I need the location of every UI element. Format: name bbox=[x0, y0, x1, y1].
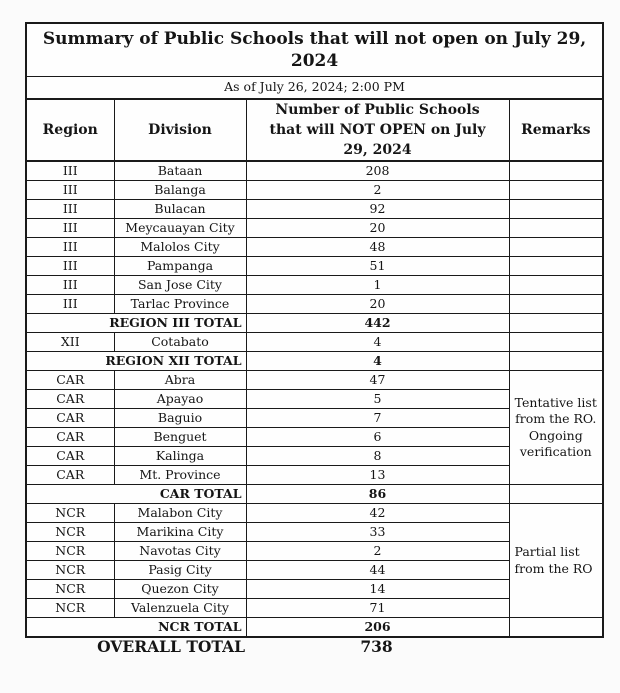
total-row-car bbox=[26, 485, 603, 504]
table-row bbox=[26, 257, 603, 276]
table-row bbox=[26, 504, 603, 523]
table-row bbox=[26, 219, 603, 238]
division-cell: Valenzuela City bbox=[114, 599, 246, 618]
count-cell: 71 bbox=[246, 599, 509, 618]
region-cell: NCR bbox=[26, 580, 114, 599]
remarks-cell bbox=[509, 295, 603, 314]
table-row bbox=[26, 333, 603, 352]
count-cell: 208 bbox=[246, 161, 509, 181]
total-value: 206 bbox=[246, 618, 509, 638]
remarks-cell bbox=[509, 238, 603, 257]
asof-timestamp: As of July 26, 2024; 2:00 PM bbox=[26, 77, 603, 100]
division-cell: Kalinga bbox=[114, 447, 246, 466]
division-cell: Quezon City bbox=[114, 580, 246, 599]
total-label: NCR TOTAL bbox=[26, 618, 246, 638]
count-cell: 92 bbox=[246, 200, 509, 219]
total-row-ncr bbox=[26, 618, 603, 638]
remarks-cell bbox=[509, 276, 603, 295]
remarks-cell bbox=[509, 352, 603, 371]
division-cell: Malolos City bbox=[114, 238, 246, 257]
table-title-line-1: Summary of Public Schools that will not open on July 29, bbox=[42, 29, 587, 49]
region-cell: NCR bbox=[26, 561, 114, 580]
table-row bbox=[26, 276, 603, 295]
division-cell: Mt. Province bbox=[114, 466, 246, 485]
region-cell: NCR bbox=[26, 542, 114, 561]
division-cell: Marikina City bbox=[114, 523, 246, 542]
region-cell: CAR bbox=[26, 447, 114, 466]
count-cell: 4 bbox=[246, 333, 509, 352]
remarks-cell bbox=[509, 485, 603, 504]
table-title bbox=[26, 23, 603, 77]
column-header-region: Region bbox=[26, 99, 114, 161]
remarks-note-car: Tentative list from the RO. Ongoing verification bbox=[509, 371, 603, 485]
total-label: CAR TOTAL bbox=[26, 485, 246, 504]
remarks-cell bbox=[509, 161, 603, 181]
region-cell: III bbox=[26, 276, 114, 295]
division-cell: Malabon City bbox=[114, 504, 246, 523]
summary-table bbox=[25, 22, 604, 638]
division-cell: Pampanga bbox=[114, 257, 246, 276]
title-row bbox=[26, 23, 603, 77]
division-cell: Cotabato bbox=[114, 333, 246, 352]
region-cell: III bbox=[26, 295, 114, 314]
division-cell: Pasig City bbox=[114, 561, 246, 580]
region-cell: NCR bbox=[26, 523, 114, 542]
table-row bbox=[26, 200, 603, 219]
region-cell: III bbox=[26, 161, 114, 181]
column-header-division: Division bbox=[114, 99, 246, 161]
column-header-remarks: Remarks bbox=[509, 99, 603, 161]
table-title-line-2: 2024 bbox=[290, 51, 339, 71]
division-cell: Meycauayan City bbox=[114, 219, 246, 238]
total-row-region-xii bbox=[26, 352, 603, 371]
region-cell: XII bbox=[26, 333, 114, 352]
overall-total-label: OVERALL TOTAL bbox=[97, 637, 245, 656]
region-cell: CAR bbox=[26, 466, 114, 485]
column-header-number-line-3: 29, 2024 bbox=[343, 142, 412, 158]
division-cell: Balanga bbox=[114, 181, 246, 200]
table-row bbox=[26, 181, 603, 200]
count-cell: 5 bbox=[246, 390, 509, 409]
division-cell: Benguet bbox=[114, 428, 246, 447]
total-label: REGION III TOTAL bbox=[26, 314, 246, 333]
column-header-number-line-2: that will NOT OPEN on July bbox=[269, 122, 486, 138]
table-row bbox=[26, 295, 603, 314]
count-cell: 20 bbox=[246, 219, 509, 238]
remarks-cell bbox=[509, 618, 603, 638]
remarks-cell bbox=[509, 314, 603, 333]
count-cell: 42 bbox=[246, 504, 509, 523]
count-cell: 14 bbox=[246, 580, 509, 599]
count-cell: 2 bbox=[246, 542, 509, 561]
count-cell: 1 bbox=[246, 276, 509, 295]
table-row bbox=[26, 371, 603, 390]
count-cell: 7 bbox=[246, 409, 509, 428]
overall-total-row bbox=[25, 637, 602, 656]
total-row-region-iii bbox=[26, 314, 603, 333]
division-cell: Apayao bbox=[114, 390, 246, 409]
count-cell: 2 bbox=[246, 181, 509, 200]
count-cell: 20 bbox=[246, 295, 509, 314]
total-value: 86 bbox=[246, 485, 509, 504]
table-row bbox=[26, 161, 603, 181]
count-cell: 6 bbox=[246, 428, 509, 447]
region-cell: NCR bbox=[26, 599, 114, 618]
region-cell: CAR bbox=[26, 428, 114, 447]
count-cell: 44 bbox=[246, 561, 509, 580]
remarks-note-ncr: Partial list from the RO bbox=[509, 504, 603, 618]
count-cell: 51 bbox=[246, 257, 509, 276]
region-cell: CAR bbox=[26, 409, 114, 428]
table-row bbox=[26, 238, 603, 257]
region-cell: CAR bbox=[26, 390, 114, 409]
division-cell: Tarlac Province bbox=[114, 295, 246, 314]
header-row bbox=[26, 99, 603, 161]
region-cell: CAR bbox=[26, 371, 114, 390]
total-label: REGION XII TOTAL bbox=[26, 352, 246, 371]
remarks-cell bbox=[509, 181, 603, 200]
total-value: 442 bbox=[246, 314, 509, 333]
region-cell: III bbox=[26, 181, 114, 200]
division-cell: Baguio bbox=[114, 409, 246, 428]
remarks-cell bbox=[509, 333, 603, 352]
region-cell: III bbox=[26, 200, 114, 219]
region-cell: III bbox=[26, 219, 114, 238]
overall-total-value: 738 bbox=[360, 637, 393, 656]
division-cell: San Jose City bbox=[114, 276, 246, 295]
division-cell: Bulacan bbox=[114, 200, 246, 219]
remarks-cell bbox=[509, 200, 603, 219]
division-cell: Abra bbox=[114, 371, 246, 390]
count-cell: 48 bbox=[246, 238, 509, 257]
column-header-number-line-1: Number of Public Schools bbox=[275, 102, 480, 118]
region-cell: NCR bbox=[26, 504, 114, 523]
division-cell: Bataan bbox=[114, 161, 246, 181]
count-cell: 33 bbox=[246, 523, 509, 542]
count-cell: 47 bbox=[246, 371, 509, 390]
count-cell: 13 bbox=[246, 466, 509, 485]
division-cell: Navotas City bbox=[114, 542, 246, 561]
asof-row bbox=[26, 77, 603, 100]
count-cell: 8 bbox=[246, 447, 509, 466]
region-cell: III bbox=[26, 238, 114, 257]
remarks-cell bbox=[509, 219, 603, 238]
column-header-number bbox=[246, 99, 509, 161]
total-value: 4 bbox=[246, 352, 509, 371]
remarks-cell bbox=[509, 257, 603, 276]
region-cell: III bbox=[26, 257, 114, 276]
